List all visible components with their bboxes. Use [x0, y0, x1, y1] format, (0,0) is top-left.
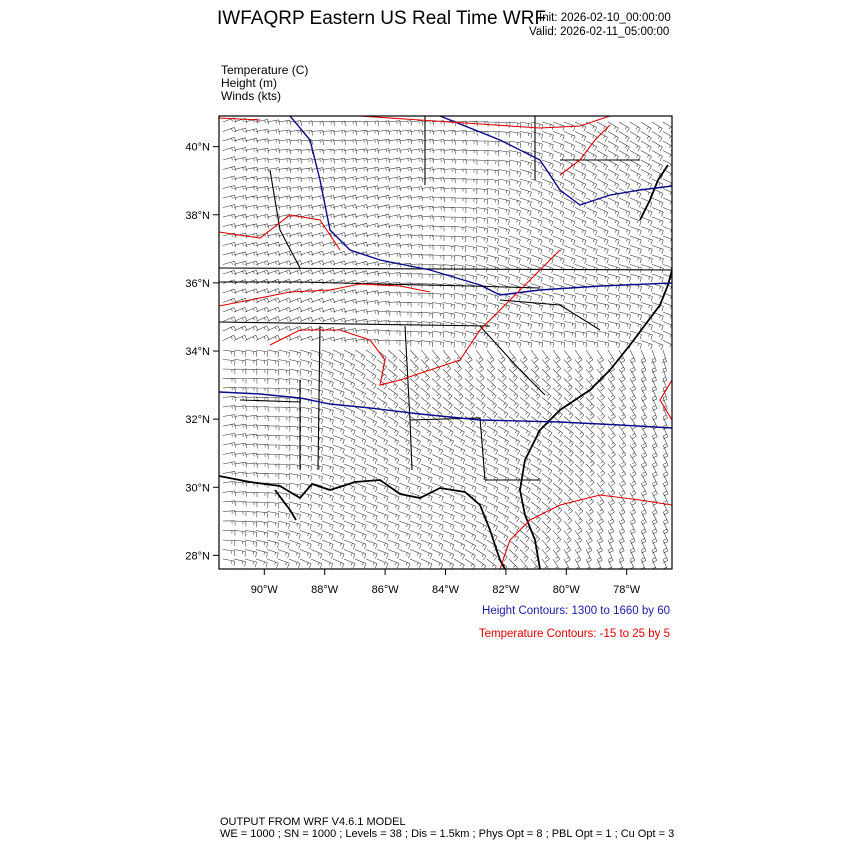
lat-label: 40°N: [185, 141, 210, 154]
lat-label: 38°N: [185, 209, 210, 222]
field-label-winds: Winds (kts): [221, 89, 281, 103]
lon-label: 80°W: [552, 584, 580, 596]
lat-label: 34°N: [185, 346, 210, 359]
lon-label: 90°W: [250, 584, 278, 596]
height-contour-note: Height Contours: 1300 to 1660 by 60: [482, 605, 670, 617]
lat-label: 32°N: [185, 414, 210, 427]
lon-label: 78°W: [613, 584, 641, 596]
map-title: IWFAQRP Eastern US Real Time WRF: [217, 8, 547, 29]
model-footer-line2: WE = 1000 ; SN = 1000 ; Levels = 38 ; Dis = 1.5km ; Phys Opt = 8 ; PBL Opt = 1 ; Cu Opt = 3: [220, 828, 675, 840]
map-frame: [219, 116, 672, 569]
lat-label: 30°N: [185, 482, 210, 495]
lon-label: 86°W: [371, 584, 399, 596]
lat-label: 36°N: [185, 277, 210, 290]
model-footer-line1: OUTPUT FROM WRF V4.6.1 MODEL: [220, 816, 406, 828]
lon-label: 84°W: [431, 584, 460, 596]
lon-label: 88°W: [311, 584, 339, 596]
field-label-temperature: Temperature (C): [221, 63, 309, 77]
field-label-height: Height (m): [221, 76, 278, 90]
lat-label: 28°N: [185, 550, 210, 563]
temperature-contours: [219, 116, 672, 569]
lon-label: 82°W: [492, 584, 520, 596]
init-time: Init: 2026-02-10_00:00:00: [539, 12, 671, 24]
valid-time: Valid: 2026-02-11_05:00:00: [529, 26, 670, 38]
map-axes: [185, 142, 640, 596]
temperature-contour-note: Temperature Contours: -15 to 25 by 5: [478, 628, 670, 640]
